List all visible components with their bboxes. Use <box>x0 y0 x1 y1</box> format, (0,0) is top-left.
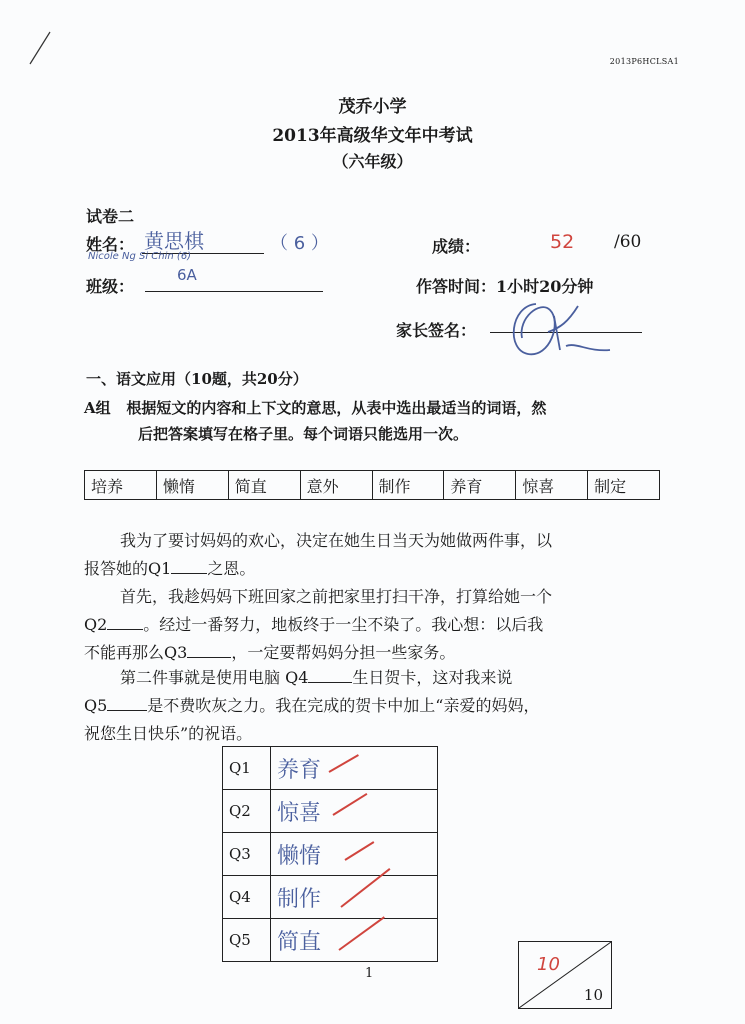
question-number: Q1 <box>223 747 271 790</box>
word-bank-cell: 惊喜 <box>516 471 588 500</box>
passage-paragraph-2 <box>84 583 664 667</box>
class-value: 6A <box>177 266 197 284</box>
blank-q4[interactable] <box>308 668 352 683</box>
exam-title: 2013年高级华文年中考试 <box>272 126 473 146</box>
score-label: 成绩： <box>432 237 481 256</box>
answer-table <box>222 746 438 962</box>
answer-row <box>223 747 438 790</box>
passage-line: 首先，我趁妈妈下班回家之前把家里打扫干净，打算给她一个 <box>120 587 553 606</box>
answer-cell[interactable] <box>271 747 438 790</box>
blank-q5[interactable] <box>107 696 147 711</box>
answer-text: 制作 <box>277 886 322 912</box>
group-label: A组 <box>84 399 111 417</box>
blank-q2[interactable] <box>107 615 143 630</box>
question-number: Q4 <box>223 876 271 919</box>
class-field[interactable] <box>145 266 323 292</box>
word-bank-table <box>84 470 660 500</box>
instruction-line-1: 根据短文的内容和上下文的意思，从表中选出最适当的词语，然 <box>126 399 547 417</box>
paper-label: 试卷二 <box>86 207 135 226</box>
answer-text: 惊喜 <box>277 800 322 826</box>
time-label: 作答时间：1小时20分钟 <box>416 277 594 296</box>
passage-line: 报答她的Q1 之恩。 <box>84 559 256 578</box>
parent-signature <box>498 292 618 370</box>
school-name: 茂乔小学 <box>338 97 407 117</box>
question-number: Q3 <box>223 833 271 876</box>
answer-cell[interactable] <box>271 876 438 919</box>
box-score-total: 10 <box>583 986 603 1004</box>
passage-line: 第二件事就是使用电脑 Q4 生日贺卡，这对我来说 <box>120 668 513 687</box>
blank-q1[interactable] <box>171 559 207 574</box>
passage-line: Q5 是不费吹灰之力。我在完成的贺卡中加上“亲爱的妈妈， <box>84 696 540 715</box>
check-mark-icon <box>338 916 384 951</box>
answer-row <box>223 876 438 919</box>
answer-cell[interactable] <box>271 919 438 962</box>
class-label: 班级： <box>86 277 135 296</box>
class-number: （ 6 ） <box>270 233 329 254</box>
word-bank-cell: 制定 <box>588 471 660 500</box>
passage-line: 不能再那么Q3 ，一定要帮妈妈分担一些家务。 <box>84 643 456 662</box>
answer-text: 懒惰 <box>277 843 322 869</box>
answer-row <box>223 833 438 876</box>
answer-row <box>223 919 438 962</box>
word-bank-cell: 简直 <box>228 471 300 500</box>
passage-line: 我为了要讨妈妈的欢心，决定在她生日当天为她做两件事，以 <box>120 531 553 550</box>
score-box <box>518 941 612 1009</box>
page-number: 1 <box>365 966 374 981</box>
check-mark-icon <box>332 793 367 816</box>
score-value: 52 <box>550 231 575 253</box>
word-bank-cell: 懒惰 <box>156 471 228 500</box>
answer-text: 简直 <box>277 929 322 955</box>
word-bank-cell: 意外 <box>300 471 372 500</box>
check-mark-icon <box>329 754 359 773</box>
section-title: 一、语文应用（10题，共20分） <box>86 370 308 388</box>
name-value: 黄思棋 <box>144 229 204 253</box>
blank-q3[interactable] <box>187 643 231 658</box>
passage-line: 祝您生日快乐”的祝语。 <box>84 724 253 743</box>
parent-signature-label: 家长签名： <box>396 321 477 340</box>
question-number: Q5 <box>223 919 271 962</box>
box-score-value: 10 <box>537 954 560 975</box>
name-label: 姓名： <box>86 235 135 254</box>
paper-code: 2013P6HCLSA1 <box>609 57 679 66</box>
passage-paragraph-1 <box>84 527 664 583</box>
answer-cell[interactable] <box>271 833 438 876</box>
word-bank-cell: 制作 <box>372 471 444 500</box>
name-roman: Nicole Ng Si Chin (6) <box>88 251 192 262</box>
answer-text: 养育 <box>277 757 322 783</box>
grade-label: （六年级） <box>332 152 413 171</box>
word-bank-cell: 养育 <box>444 471 516 500</box>
instructions <box>84 395 664 447</box>
score-total: /60 <box>614 232 642 252</box>
check-mark-icon <box>344 841 374 861</box>
passage-line: Q2 。经过一番努力，地板终于一尘不染了。我心想：以后我 <box>84 615 544 634</box>
pen-mark <box>28 30 54 66</box>
answer-row <box>223 790 438 833</box>
instruction-line-2: 后把答案填写在格子里。每个词语只能选用一次。 <box>138 425 469 443</box>
passage-paragraph-3 <box>84 664 664 748</box>
question-number: Q2 <box>223 790 271 833</box>
word-bank-cell: 培养 <box>85 471 157 500</box>
answer-cell[interactable] <box>271 790 438 833</box>
